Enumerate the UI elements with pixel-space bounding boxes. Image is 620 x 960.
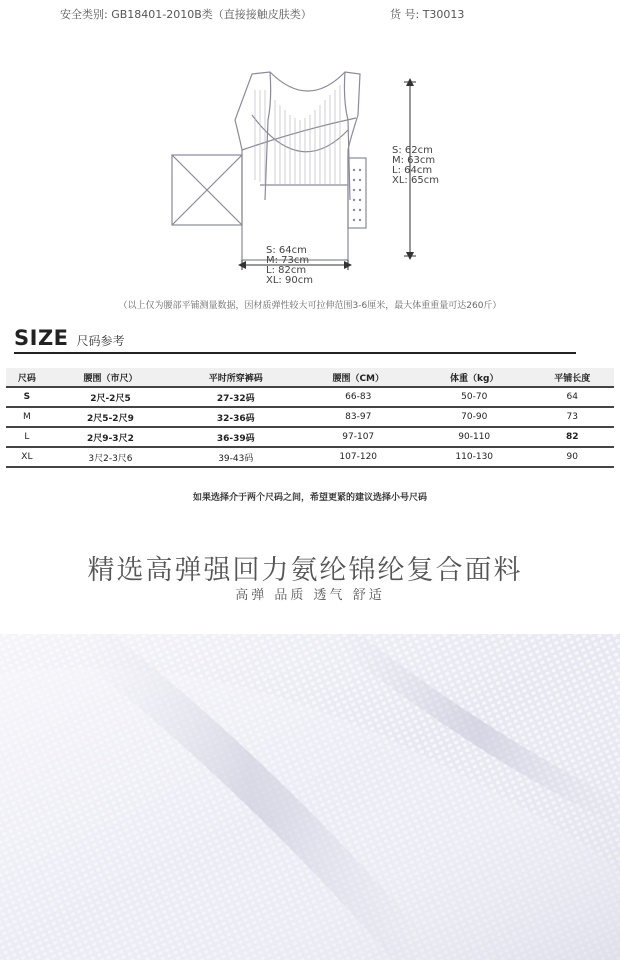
cell-weight: 90-110 (418, 427, 530, 447)
size-divider (14, 352, 576, 354)
cell-waist-chi: 3尺2-3尺6 (48, 447, 173, 467)
waist-l: L: 82cm (266, 265, 307, 276)
col-weight: 体重（kg） (418, 368, 530, 387)
measurement-note: （以上仅为腰部平铺测量数据，因材质弹性较大可拉伸范围3-6厘米，最大体重重量可达260斤） (118, 301, 502, 311)
size-title: SIZE (14, 326, 69, 350)
cell-size: L (6, 427, 48, 447)
cell-weight: 70-90 (418, 407, 530, 427)
length-xl: XL: 65cm (392, 175, 439, 186)
cell-pants: 32-36码 (173, 407, 298, 427)
cell-pants: 27-32码 (173, 387, 298, 407)
cell-waist-chi: 2尺9-3尺2 (48, 427, 173, 447)
cell-size: XL (6, 447, 48, 467)
hook-panel (348, 158, 366, 228)
cell-pants: 36-39码 (173, 427, 298, 447)
col-length: 平铺长度 (530, 368, 614, 387)
cell-size: S (6, 387, 48, 407)
fabric-title: 精选高弹强回力氨纶锦纶复合面料 (87, 555, 523, 586)
size-heading (14, 326, 125, 350)
waist-s: S: 64cm (266, 245, 307, 256)
length-s: S: 62cm (392, 145, 433, 156)
item-number: 货 号: T30013 (390, 8, 465, 21)
col-size: 尺码 (6, 368, 48, 387)
cell-waist-chi: 2尺5-2尺9 (48, 407, 173, 427)
table-header-row (6, 368, 614, 387)
cell-waist-cm: 83-97 (298, 407, 418, 427)
table-row (6, 407, 614, 427)
length-l: L: 64cm (392, 165, 433, 176)
header (0, 6, 620, 26)
cell-waist-cm: 97-107 (298, 427, 418, 447)
size-subtitle: 尺码参考 (76, 334, 125, 348)
cell-length: 64 (530, 387, 614, 407)
col-waist-chi: 腰围（市尺） (48, 368, 173, 387)
cell-pants: 39-43码 (173, 447, 298, 467)
cell-size: M (6, 407, 48, 427)
col-pants: 平时所穿裤码 (173, 368, 298, 387)
fabric-photo (0, 634, 620, 960)
fabric-features: 高弹 品质 透气 舒适 (235, 588, 385, 603)
safety-category: 安全类别: GB18401-2010B类（直接接触皮肤类） (60, 8, 312, 21)
cell-waist-cm: 66-83 (298, 387, 418, 407)
table-row (6, 427, 614, 447)
waist-m: M: 73cm (266, 255, 310, 266)
waist-xl: XL: 90cm (266, 275, 313, 286)
cell-length: 73 (530, 407, 614, 427)
cell-weight: 110-130 (418, 447, 530, 467)
length-m: M: 63cm (392, 155, 436, 166)
length-measurements (392, 146, 439, 186)
col-waist-cm: 腰围（CM） (298, 368, 418, 387)
table-row (6, 387, 614, 407)
cell-waist-cm: 107-120 (298, 447, 418, 467)
cell-length: 82 (530, 427, 614, 447)
cell-length: 90 (530, 447, 614, 467)
table-row (6, 447, 614, 467)
size-table (6, 368, 614, 468)
waist-measurements (266, 246, 313, 286)
size-advice: 如果选择介于两个尺码之间，希望更紧的建议选择小号尺码 (192, 493, 427, 503)
cell-waist-chi: 2尺-2尺5 (48, 387, 173, 407)
vest-outline (235, 72, 360, 260)
cell-weight: 50-70 (418, 387, 530, 407)
